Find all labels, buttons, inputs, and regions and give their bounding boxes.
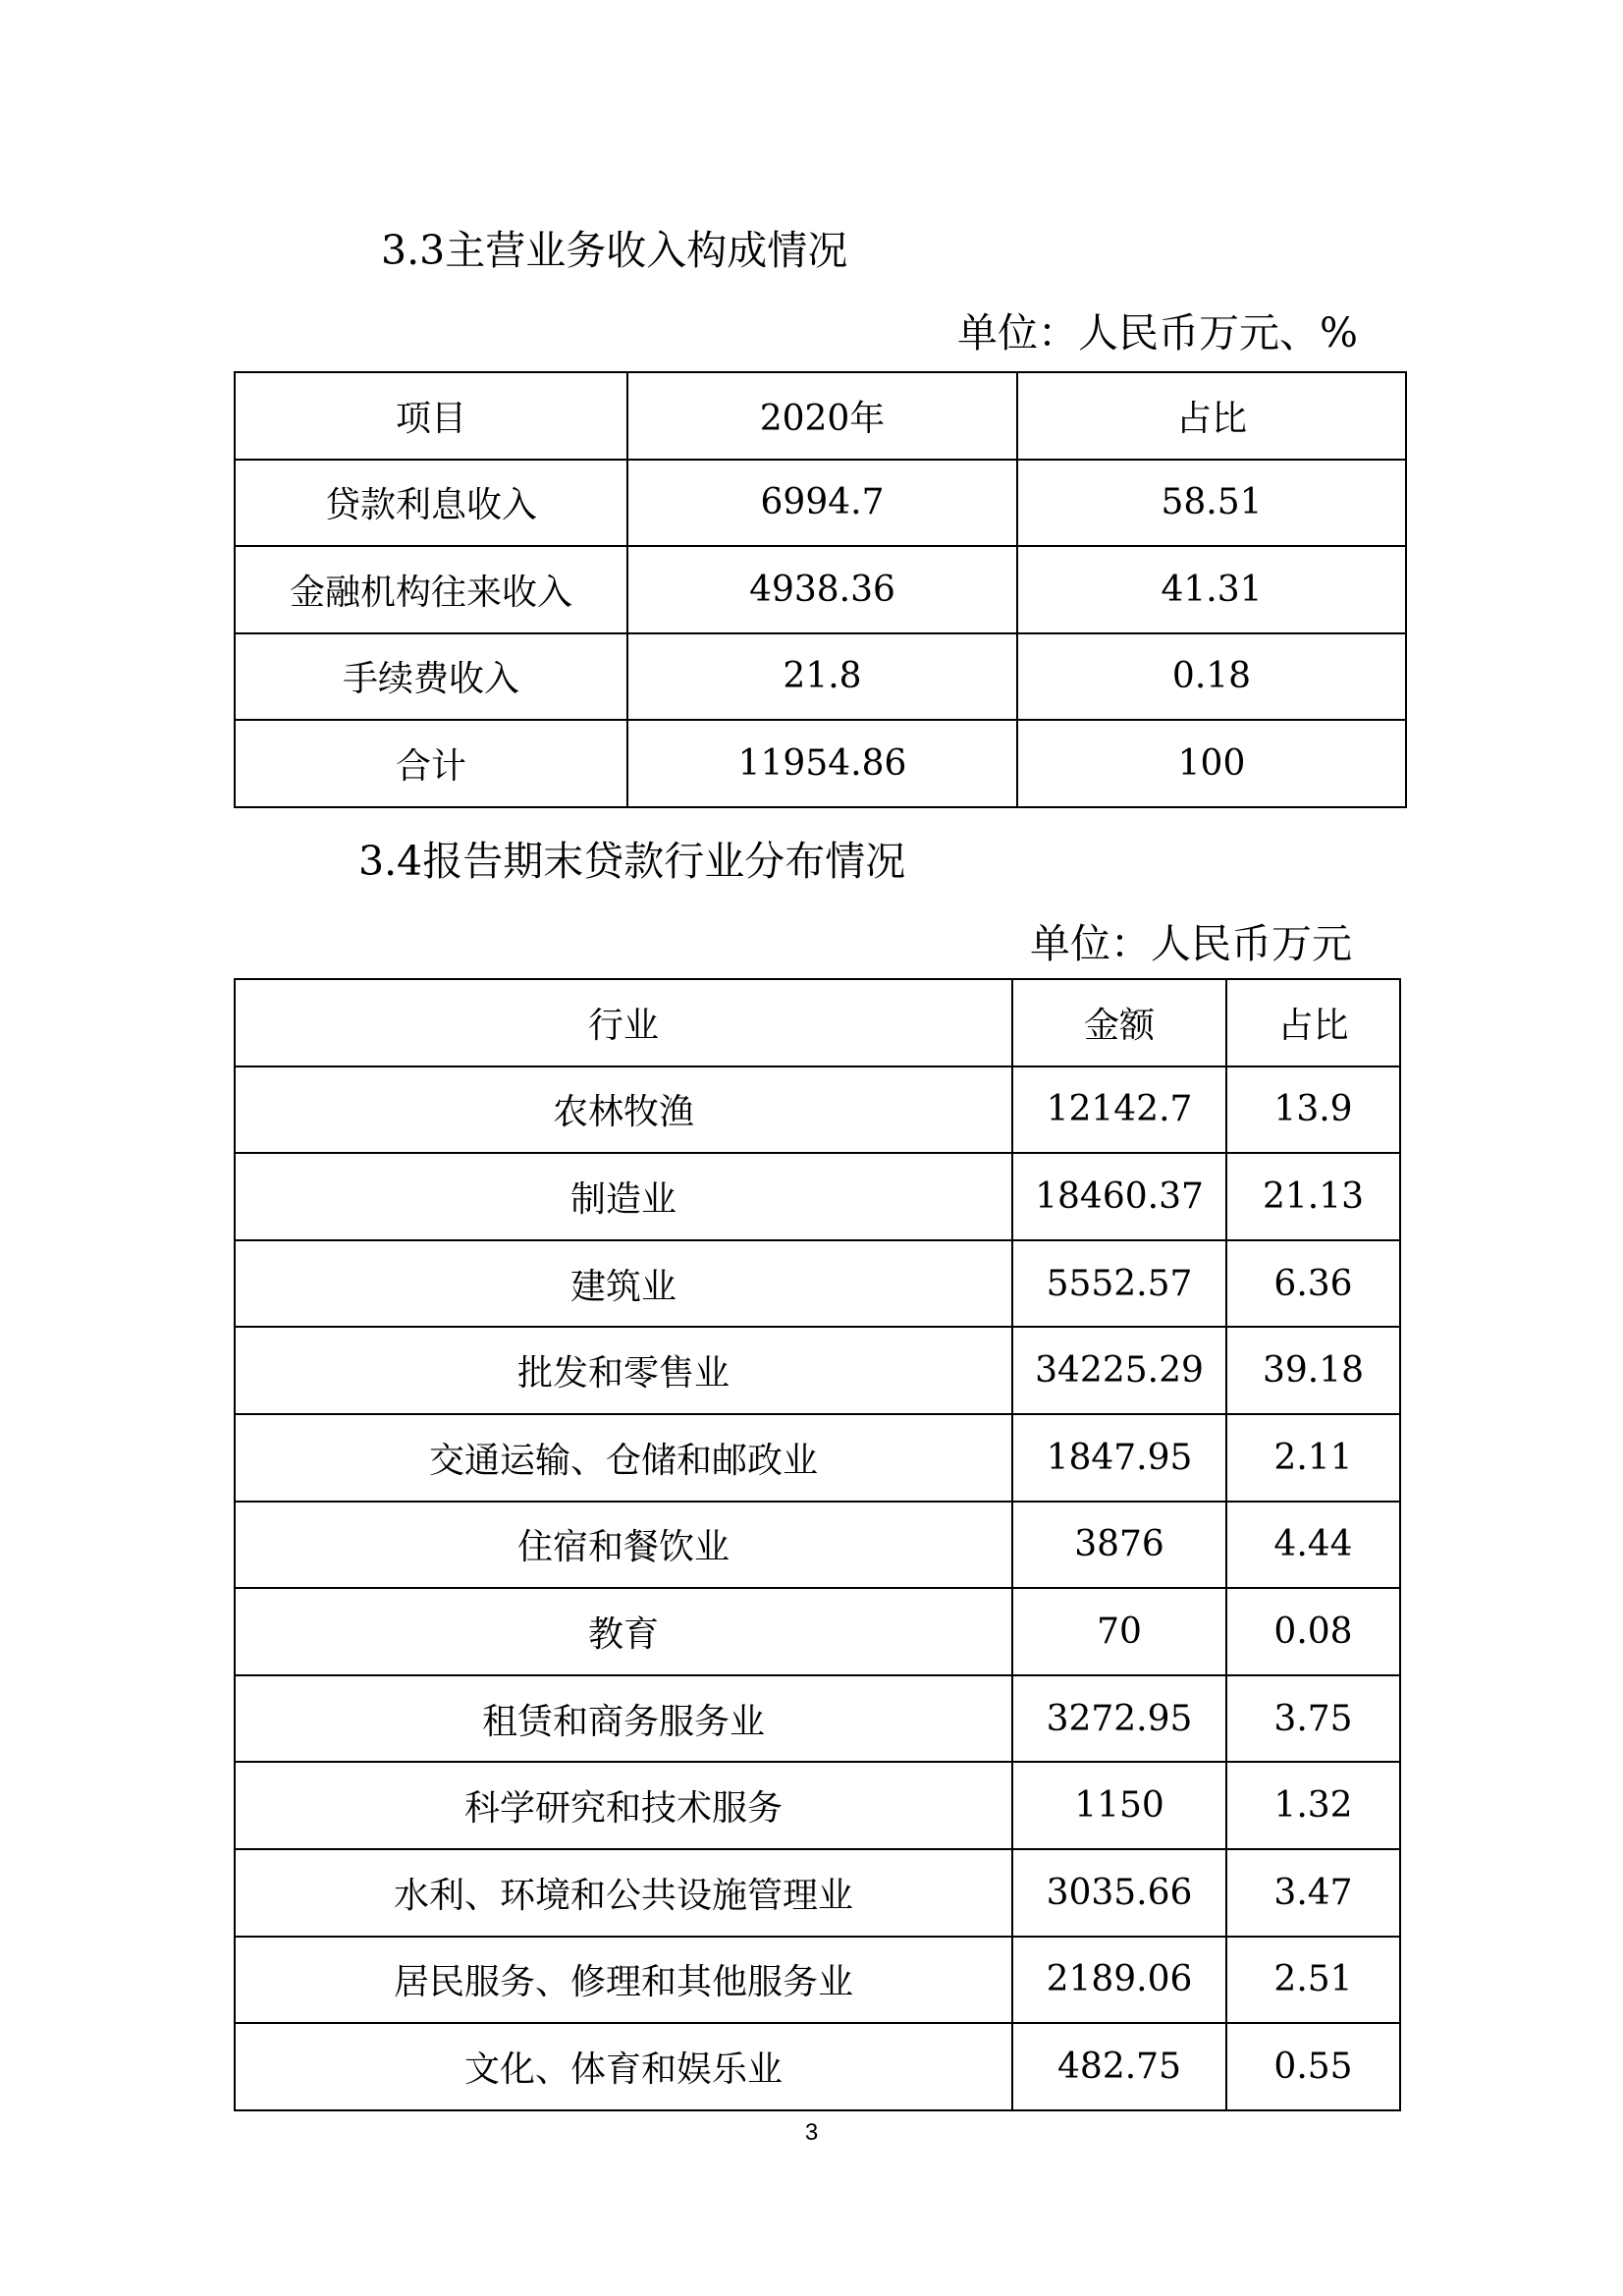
table-cell: 3876: [1012, 1502, 1226, 1589]
industry-row: [235, 1937, 1400, 2024]
section-3-4-unit: 单位：人民币万元: [1030, 920, 1352, 967]
income-row: [235, 633, 1406, 721]
industry-row: [235, 1849, 1400, 1937]
table-cell: 1150: [1012, 1762, 1226, 1849]
table-cell: 水利、环境和公共设施管理业: [235, 1849, 1012, 1937]
column-header: 占比: [1226, 979, 1400, 1066]
table-cell: 教育: [235, 1588, 1012, 1675]
industry-header-row: [235, 979, 1400, 1066]
table-cell: 21.13: [1226, 1153, 1400, 1240]
industry-row: [235, 1502, 1400, 1589]
table-cell: 批发和零售业: [235, 1327, 1012, 1414]
table-cell: 2189.06: [1012, 1937, 1226, 2024]
industry-row: [235, 1066, 1400, 1154]
table-cell: 34225.29: [1012, 1327, 1226, 1414]
section-3-4-title: 3.4报告期末贷款行业分布情况: [358, 838, 906, 885]
table-cell: 0.18: [1017, 633, 1406, 721]
industry-row: [235, 1675, 1400, 1763]
table-cell: 3.75: [1226, 1675, 1400, 1763]
table-cell: 2.11: [1226, 1414, 1400, 1502]
section-3-3-unit: 单位：人民币万元、%: [957, 309, 1358, 356]
table-cell: 12142.7: [1012, 1066, 1226, 1154]
table-cell: 2.51: [1226, 1937, 1400, 2024]
page-number: 3: [804, 2119, 819, 2146]
column-header: 金额: [1012, 979, 1226, 1066]
table-cell: 39.18: [1226, 1327, 1400, 1414]
income-row: [235, 460, 1406, 547]
table-cell: 11954.86: [627, 720, 1017, 807]
column-header: 项目: [235, 372, 627, 460]
table-cell: 居民服务、修理和其他服务业: [235, 1937, 1012, 2024]
table-cell: 41.31: [1017, 546, 1406, 633]
income-composition-table: [234, 371, 1407, 808]
section-3-3-title: 3.3主营业务收入构成情况: [381, 227, 848, 274]
table-cell: 交通运输、仓储和邮政业: [235, 1414, 1012, 1502]
table-cell: 13.9: [1226, 1066, 1400, 1154]
table-cell: 建筑业: [235, 1240, 1012, 1328]
table-cell: 482.75: [1012, 2023, 1226, 2110]
table-cell: 70: [1012, 1588, 1226, 1675]
column-header: 2020年: [627, 372, 1017, 460]
table-cell: 租赁和商务服务业: [235, 1675, 1012, 1763]
table-cell: 3.47: [1226, 1849, 1400, 1937]
table-cell: 100: [1017, 720, 1406, 807]
table-cell: 4938.36: [627, 546, 1017, 633]
table-cell: 住宿和餐饮业: [235, 1502, 1012, 1589]
table-cell: 5552.57: [1012, 1240, 1226, 1328]
table-cell: 21.8: [627, 633, 1017, 721]
table-cell: 金融机构往来收入: [235, 546, 627, 633]
table-cell: 58.51: [1017, 460, 1406, 547]
table-cell: 18460.37: [1012, 1153, 1226, 1240]
industry-row: [235, 1240, 1400, 1328]
table-cell: 6.36: [1226, 1240, 1400, 1328]
table-cell: 制造业: [235, 1153, 1012, 1240]
table-cell: 贷款利息收入: [235, 460, 627, 547]
industry-row: [235, 1414, 1400, 1502]
table-cell: 1.32: [1226, 1762, 1400, 1849]
industry-row: [235, 1762, 1400, 1849]
loan-industry-table: [234, 978, 1401, 2111]
income-row: [235, 720, 1406, 807]
table-cell: 3272.95: [1012, 1675, 1226, 1763]
income-header-row: [235, 372, 1406, 460]
table-cell: 文化、体育和娱乐业: [235, 2023, 1012, 2110]
table-cell: 0.55: [1226, 2023, 1400, 2110]
industry-row: [235, 1588, 1400, 1675]
table-cell: 0.08: [1226, 1588, 1400, 1675]
industry-row: [235, 2023, 1400, 2110]
table-cell: 合计: [235, 720, 627, 807]
table-cell: 3035.66: [1012, 1849, 1226, 1937]
income-row: [235, 546, 1406, 633]
industry-row: [235, 1153, 1400, 1240]
column-header: 占比: [1017, 372, 1406, 460]
table-cell: 科学研究和技术服务: [235, 1762, 1012, 1849]
table-cell: 手续费收入: [235, 633, 627, 721]
column-header: 行业: [235, 979, 1012, 1066]
table-cell: 农林牧渔: [235, 1066, 1012, 1154]
table-cell: 1847.95: [1012, 1414, 1226, 1502]
table-cell: 4.44: [1226, 1502, 1400, 1589]
table-cell: 6994.7: [627, 460, 1017, 547]
industry-row: [235, 1327, 1400, 1414]
